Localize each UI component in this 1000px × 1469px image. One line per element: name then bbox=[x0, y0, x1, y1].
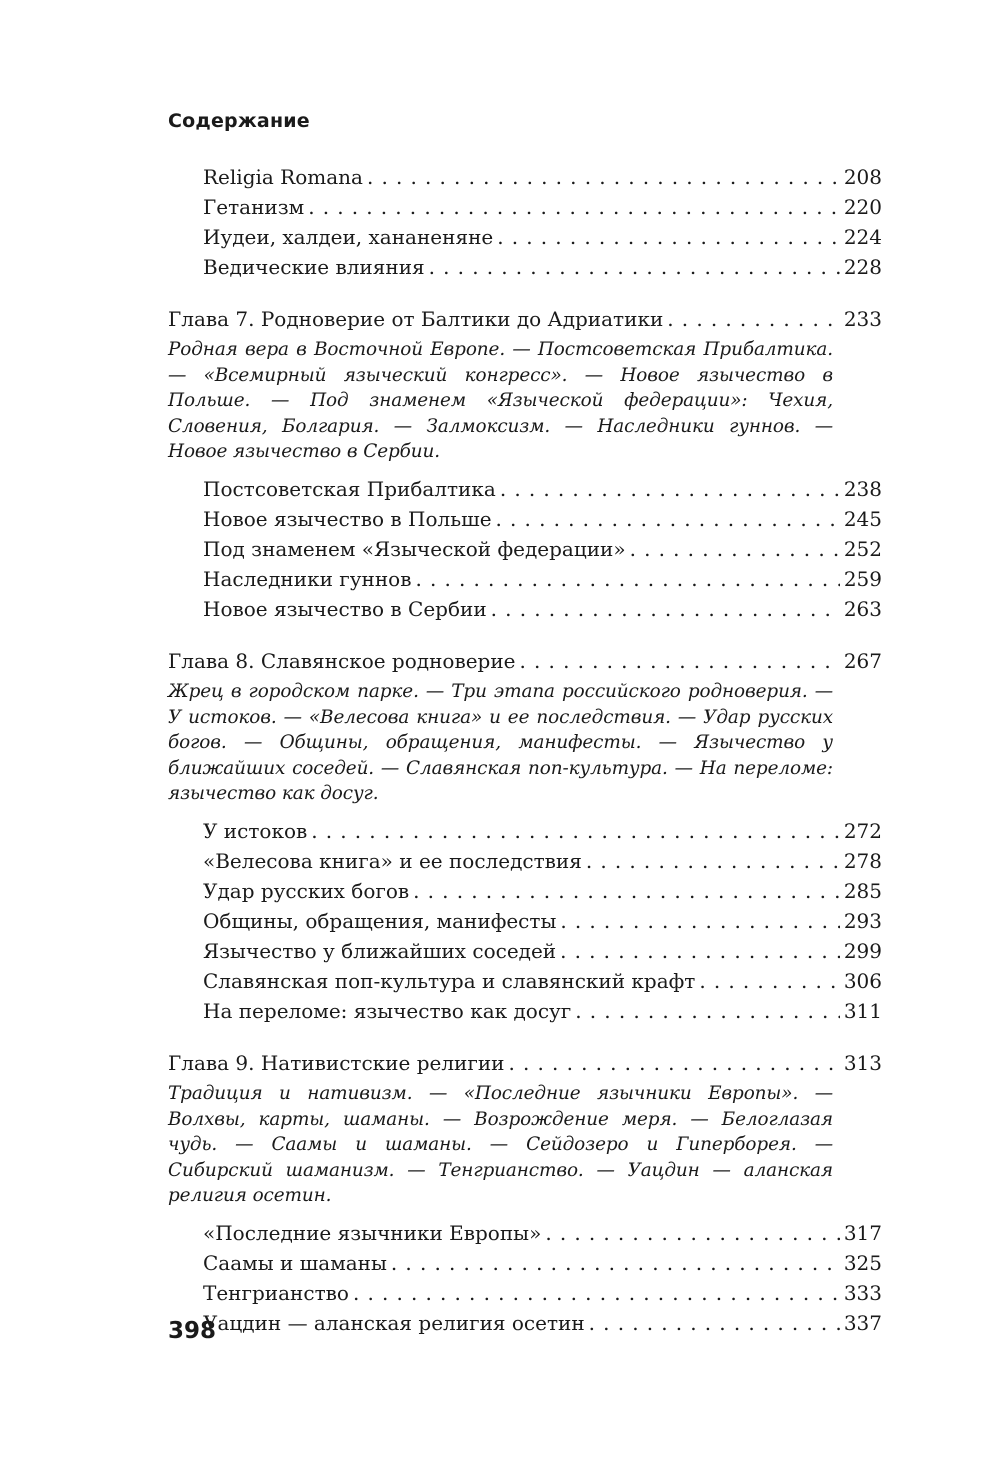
toc-entry-page: 238 bbox=[843, 476, 882, 501]
chapter-title: Глава 9. Нативистские религии bbox=[168, 1050, 505, 1075]
dot-leader bbox=[699, 966, 839, 996]
toc-entry-title: Саамы и шаманы bbox=[203, 1250, 387, 1275]
toc-entry[interactable] bbox=[203, 1248, 882, 1278]
dot-leader bbox=[308, 192, 840, 222]
dot-leader bbox=[630, 534, 840, 564]
toc-entry-page: 224 bbox=[843, 225, 882, 249]
toc-entry-page: 228 bbox=[843, 255, 882, 279]
toc-entry-page: 252 bbox=[843, 536, 882, 561]
toc-entry-page: 208 bbox=[843, 165, 882, 189]
chapter-page: 267 bbox=[843, 648, 882, 673]
chapter-7 bbox=[168, 304, 882, 624]
leading-entries bbox=[168, 162, 882, 282]
dot-leader bbox=[667, 304, 840, 334]
chapter-heading[interactable] bbox=[168, 646, 882, 676]
toc-entry[interactable] bbox=[203, 936, 882, 966]
chapter-summary: Жрец в городском парке. — Три этапа российского родноверия. — У истоков. — «Велесова книга» и ее последствия. — Удар русских богов. — Общины, обращения, манифесты. — Язычество у ближайших соседей. — Славянская поп-культура. — На переломе: язычество как досуг. bbox=[168, 680, 833, 805]
dot-leader bbox=[415, 564, 839, 594]
toc-entry-page: 263 bbox=[843, 596, 882, 621]
dot-leader bbox=[496, 504, 840, 534]
dot-leader bbox=[367, 162, 840, 192]
chapter-summary: Родная вера в Восточной Европе. — Постсоветская Прибалтика. — «Всемирный языческий конгресс». — Новое язычество в Польше. — Под знаменем «Языческой федерации»: Чехия, Словения, Болгария. — Залмоксизм. — Наследники гуннов. — Новое язычество в Сербии. bbox=[168, 339, 833, 463]
toc-entry-page: 311 bbox=[843, 998, 882, 1023]
toc-entry-page: 272 bbox=[843, 818, 882, 843]
toc-entry-page: 306 bbox=[843, 968, 882, 993]
chapter-title: Глава 8. Славянское родноверие bbox=[168, 648, 516, 673]
dot-leader bbox=[353, 1278, 840, 1308]
toc-entry-title: Постсоветская Прибалтика bbox=[203, 476, 496, 501]
toc-entry[interactable] bbox=[203, 474, 882, 504]
chapter-heading[interactable] bbox=[168, 1048, 882, 1078]
chapter-heading[interactable] bbox=[168, 304, 882, 334]
toc-entry-title: Новое язычество в Польше bbox=[203, 506, 492, 531]
chapter-8 bbox=[168, 646, 882, 1026]
dot-leader bbox=[586, 846, 840, 876]
toc-entry[interactable] bbox=[203, 1308, 882, 1338]
dot-leader bbox=[311, 816, 840, 846]
toc-entry[interactable] bbox=[203, 1218, 882, 1248]
toc-entry[interactable] bbox=[203, 816, 882, 846]
toc-entry[interactable] bbox=[203, 534, 882, 564]
toc-entry-title: Общины, обращения, манифесты bbox=[203, 908, 557, 933]
toc-entry[interactable] bbox=[203, 222, 882, 252]
toc-entry-page: 293 bbox=[843, 908, 882, 933]
table-of-contents bbox=[168, 162, 882, 1338]
toc-entry-title: Удар русских богов bbox=[203, 878, 410, 903]
toc-entry-title: У истоков bbox=[203, 818, 308, 843]
toc-entry-title: На переломе: язычество как досуг bbox=[203, 998, 572, 1023]
toc-entry-page: 220 bbox=[843, 195, 882, 219]
dot-leader bbox=[560, 906, 839, 936]
running-head: Содержание bbox=[168, 110, 310, 132]
toc-entry-page: 285 bbox=[843, 878, 882, 903]
toc-entry-title: Уацдин — аланская религия осетин bbox=[203, 1310, 585, 1335]
dot-leader bbox=[589, 1308, 840, 1338]
toc-entry-title: Иудеи, халдеи, хананеняне bbox=[203, 225, 494, 249]
dot-leader bbox=[575, 996, 840, 1026]
toc-entry-page: 333 bbox=[843, 1280, 882, 1305]
toc-entry-page: 259 bbox=[843, 566, 882, 591]
dot-leader bbox=[500, 474, 840, 504]
dot-leader bbox=[509, 1048, 840, 1078]
toc-entry-title: Язычество у ближайших соседей bbox=[203, 938, 557, 963]
toc-entry[interactable] bbox=[203, 996, 882, 1026]
toc-entry[interactable] bbox=[203, 846, 882, 876]
toc-entry[interactable] bbox=[203, 162, 882, 192]
toc-entry-title: Славянская поп-культура и славянский крафт bbox=[203, 968, 696, 993]
toc-entry[interactable] bbox=[203, 1278, 882, 1308]
toc-entry[interactable] bbox=[203, 906, 882, 936]
toc-entry[interactable] bbox=[203, 966, 882, 996]
toc-entry-title: Ведические влияния bbox=[203, 255, 425, 279]
chapter-title: Глава 7. Родноверие от Балтики до Адриатики bbox=[168, 307, 664, 331]
page-number: 398 bbox=[168, 1318, 217, 1344]
toc-entry-title: Гетанизм bbox=[203, 195, 305, 219]
toc-entry[interactable] bbox=[203, 504, 882, 534]
dot-leader bbox=[520, 646, 840, 676]
toc-entry-title: Religia Romana bbox=[203, 165, 363, 189]
dot-leader bbox=[391, 1248, 840, 1278]
chapter-summary: Традиция и нативизм. — «Последние язычники Европы». — Волхвы, карты, шаманы. — Возрождение меря. — Белоглазая чудь. — Саамы и шаманы. — Сейдозеро и Гиперборея. — Сибирский шаманизм. — Тенгрианство. — Уацдин — аланская религия осетин. bbox=[168, 1082, 833, 1207]
chapter-9 bbox=[168, 1048, 882, 1338]
toc-entry-page: 299 bbox=[843, 938, 882, 963]
toc-entry-title: Тенгрианство bbox=[203, 1280, 349, 1305]
chapter-page: 233 bbox=[843, 307, 882, 331]
toc-entry-title: «Велесова книга» и ее последствия bbox=[203, 848, 582, 873]
toc-entry-page: 317 bbox=[843, 1220, 882, 1245]
toc-entry-page: 337 bbox=[843, 1310, 882, 1335]
toc-entry-title: Новое язычество в Сербии bbox=[203, 596, 487, 621]
toc-entry-page: 278 bbox=[843, 848, 882, 873]
toc-entry-title: «Последние язычники Европы» bbox=[203, 1220, 542, 1245]
dot-leader bbox=[429, 252, 840, 282]
toc-entry-page: 245 bbox=[843, 506, 882, 531]
toc-entry[interactable] bbox=[203, 594, 882, 624]
toc-entry-title: Наследники гуннов bbox=[203, 566, 412, 591]
dot-leader bbox=[413, 876, 840, 906]
dot-leader bbox=[545, 1218, 839, 1248]
dot-leader bbox=[560, 936, 840, 966]
dot-leader bbox=[497, 222, 840, 252]
dot-leader bbox=[491, 594, 840, 624]
chapter-page: 313 bbox=[843, 1050, 882, 1075]
toc-entry[interactable] bbox=[203, 252, 882, 282]
toc-entry-page: 325 bbox=[843, 1250, 882, 1275]
toc-entry[interactable] bbox=[203, 192, 882, 222]
toc-entry[interactable] bbox=[203, 876, 882, 906]
toc-entry[interactable] bbox=[203, 564, 882, 594]
toc-entry-title: Под знаменем «Языческой федерации» bbox=[203, 536, 626, 561]
